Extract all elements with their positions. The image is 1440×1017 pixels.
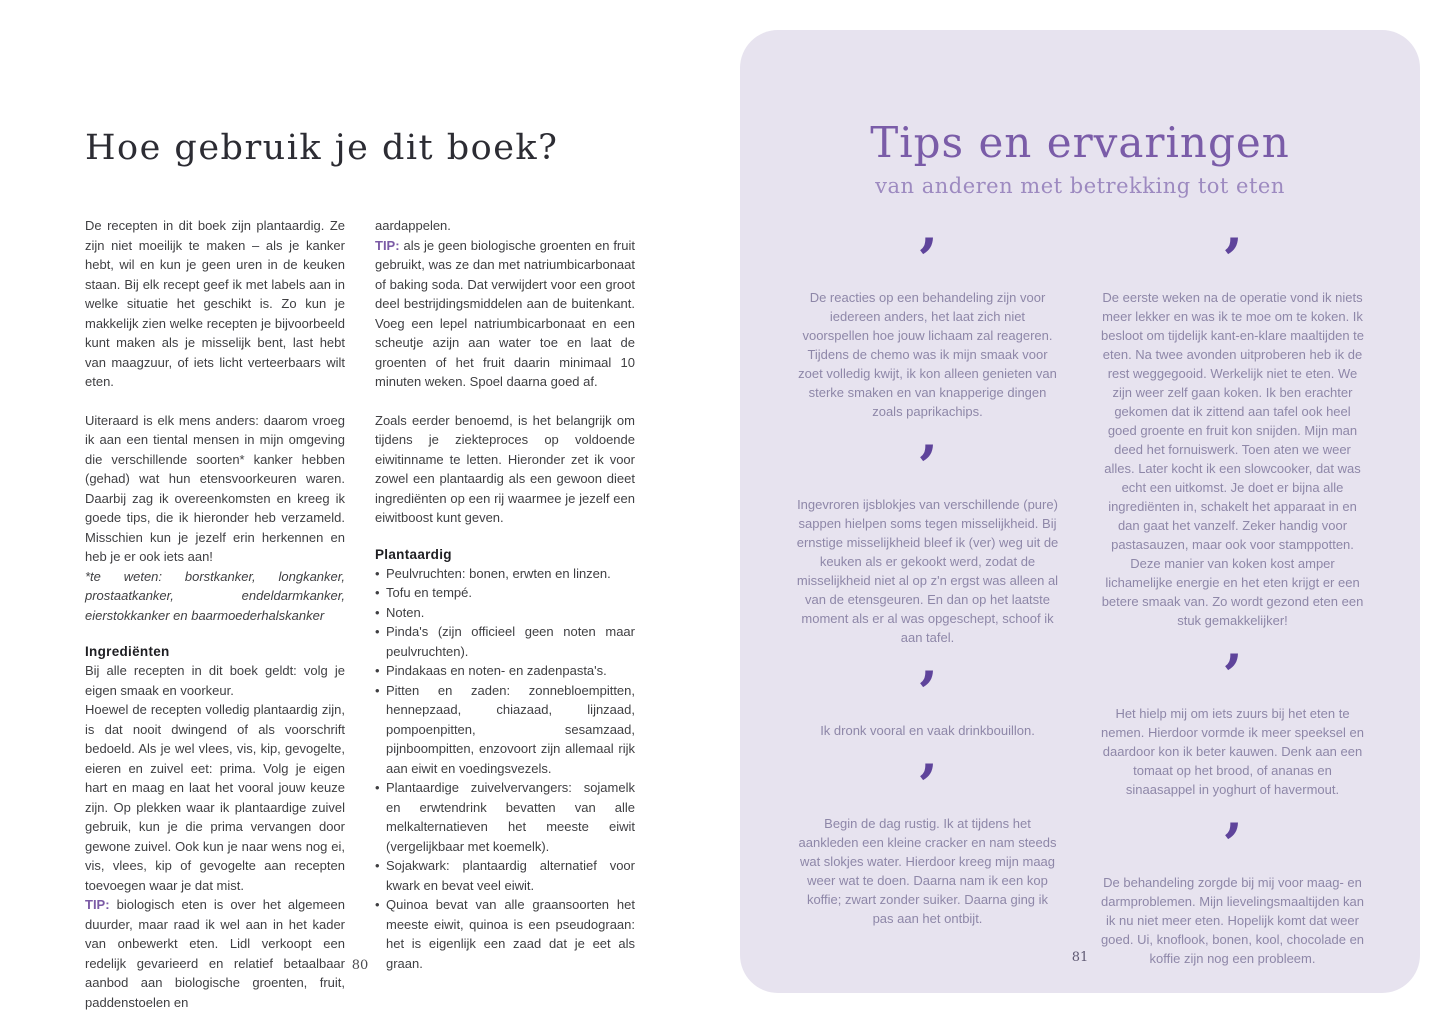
right-page-subtitle: van anderen met betrekking tot eten — [875, 174, 1285, 198]
quote-text: Begin de dag rustig. Ik at tijdens het aankleden een kleine cracker en nam steeds wat slokjes water. Hierdoor kreeg mijn maag weer wat te doen. Daarna nam ik een kop koffie; zwart zonder suiker. Daarna ging ik pas aan het ontbijt. — [798, 816, 1057, 926]
list-item-text: Pinda's (zijn officieel geen noten maar peulvruchten). — [386, 624, 635, 659]
right-page-title: Tips en ervaringen — [870, 118, 1290, 167]
tip-paragraph-2 — [375, 236, 635, 392]
quote-mark-icon: ’ — [917, 659, 938, 727]
quote-text: Het hielp mij om iets zuurs bij het eten te nemen. Hierdoor vormde ik meer speeksel en daardoor kon ik beter kauwen. Denk aan een tomaat op het brood, of ananas en sinaasappel in yoghurt of havermout. — [1100, 706, 1364, 797]
tip-label: TIP: — [85, 897, 110, 912]
quote-mark-icon: ’ — [1222, 642, 1243, 710]
quote-mark-icon: ’ — [917, 433, 938, 501]
page-title: Hoe gebruik je dit boek? — [85, 128, 559, 168]
quote-mark-icon: ’ — [917, 226, 938, 294]
footnote-cancer-types: *te weten: borstkanker, longkanker, prostaatkanker, endeldarmkanker, eierstokkanker en baarmoederhalskanker — [85, 568, 345, 623]
paragraph-protein: Zoals eerder benoemd, is het belangrijk om tijdens je ziekteproces op voldoende eiwitinname te letten. Hieronder zet ik voor zowel een plantaardig als een gewoon dieet ingrediënten op een rij waarmee je jezelf een eiwitboost kunt geven. — [375, 412, 635, 525]
quote-block — [1100, 226, 1365, 630]
page-number-right: 81 — [1071, 950, 1089, 965]
quote-block — [1100, 811, 1365, 968]
left-column-2 — [375, 216, 635, 1012]
paragraph-plantbased-optional: Hoewel de recepten volledig plantaardig zijn, is dat nooit dwingend of als voorschrift bedoeld. Als je wel vlees, vis, kip, gevogelte, eieren en zuivel eet: prima. Volg je eigen hart en maag en laat het vooral jouw keuze zijn. Op plekken waar ik plantaardige zuivel gebruik, kun je die prima vervangen door gewone zuivel. Ook kun je naar wens nog ei, vis, vlees, kip of gevogelte aan recepten toevoegen waar je dat mist. — [85, 702, 345, 893]
list-item-text: Noten. — [386, 604, 425, 620]
list-item-text: Pitten en zaden: zonnebloempitten, hennepzaad, chiazaad, lijnzaad, pompoenpitten, sesamzaad, pijnboompitten, enzovoort zijn allemaal rijk aan eiwit en voedingsvezels. — [386, 682, 635, 776]
quotes-columns — [795, 226, 1365, 992]
list-item — [375, 564, 635, 584]
quote-text: Ingevroren ijsblokjes van verschillende (pure) sappen hielpen soms tegen misselijkheid. Bij ernstige misselijkheid bleef ik (ver) weg uit de keuken als er gekookt werd, zodat de misselijkheid niet al op z'n ergst was alleen al van de etensgeuren. En dan op het laatste moment als er al was opgeschept, schoof ik aan tafel. — [796, 497, 1059, 645]
list-item-text: Peulvruchten: bonen, erwten en linzen. — [386, 565, 611, 581]
paragraph-survey: Uiteraard is elk mens anders: daarom vroeg ik aan een tiental mensen in mijn omgeving die verschillende soorten* kanker hebben (gehad) wat hun etensvoorkeuren waren. Daarbij zag ik overeenkomsten en kreeg ik goede tips, die ik hieronder heb verzameld. Misschien kun je jezelf erin herkennen en heb je er ook iets aan! — [85, 412, 345, 564]
tip-paragraph-1 — [85, 895, 345, 1012]
heading-plantaardig: Plantaardig — [375, 546, 452, 562]
protein-sources-list — [375, 564, 635, 974]
quote-text: De reacties op een behandeling zijn voor iedereen anders, het laat zich niet voorspellen hoe jouw lichaam zal reageren. Tijdens de chemo was ik mijn smaak voor zoet volledig kwijt, ik kon alleen genieten van sterke smaken en van knapperige dingen zoals paprikachips. — [798, 290, 1057, 419]
list-item-text: Sojakwark: plantaardig alternatief voor kwark en bevat veel eiwit. — [386, 858, 635, 893]
quotes-column-1 — [795, 226, 1060, 992]
quotes-column-2 — [1100, 226, 1365, 992]
quote-block — [795, 752, 1060, 928]
list-item — [375, 603, 635, 623]
list-item-text: Plantaardige zuivelvervangers: sojamelk en erwtendrink bevatten van alle melkalternatieven het meeste eiwit (vergelijkbaar met koemelk). — [386, 780, 635, 854]
list-item — [375, 856, 635, 895]
list-item — [375, 583, 635, 603]
paragraph-intro: De recepten in dit boek zijn plantaardig. Ze zijn niet moeilijk te maken – als je kanker hebt, wil en kun je geen uren in de keuken staan. Bij elk recept geef ik met labels aan in welke situatie het geschikt is. Zo kun je makkelijk zien welke recepten je bijvoorbeeld kunt maken als je misselijk bent, last hebt van maagzuur, of iets licht verteerbaars wilt eten. — [85, 218, 345, 389]
page-number-left: 80 — [351, 958, 369, 973]
list-item — [375, 622, 635, 661]
quote-block — [1100, 642, 1365, 799]
left-page-columns — [85, 216, 635, 1012]
quote-mark-icon: ’ — [917, 752, 938, 820]
quote-text: De eerste weken na de operatie vond ik niets meer lekker en was ik te moe om te koken. Ik besloot om tijdelijk kant-en-klare maaltijden te eten. Na twee avonden uitproberen heb ik de rest weggegooid. Werkelijk niet te eten. We zijn weer zelf gaan koken. Ik ben erachter gekomen dat ik zittend aan tafel ook heel goed groente en fruit kon snijden. Mijn man deed het fornuiswerk. Toen aten we weer alles. Later kocht ik een slowcooker, dat was echt een uitkomst. Je doet er bijna alle ingrediënten in, schakelt het apparaat in en dan gaat het vanzelf. Zeker handig voor pastasauzen, maar ook voor stamppotten. Deze manier van koken kost amper lichamelijke energie en het eten krijgt er een betere smaak van. Zo wordt gezond eten een stuk gemakkelijker! — [1100, 290, 1364, 628]
quote-text: Ik dronk vooral en vaak drinkbouillon. — [820, 723, 1035, 738]
list-item — [375, 778, 635, 856]
quote-block — [795, 659, 1060, 740]
list-item-text: Quinoa bevat van alle graansoorten het meeste eiwit, quinoa is een pseudograan: het is eigenlijk een zaad dat je eet als graan. — [386, 897, 635, 971]
quote-text: De behandeling zorgde bij mij voor maag- en darmproblemen. Mijn lievelingsmaaltijden kan ik nu niet meer eten. Hopelijk komt dat weer goed. Ui, knoflook, bonen, kool, chocolade en koffie zijn nog een probleem. — [1100, 875, 1365, 966]
quote-block — [795, 226, 1060, 421]
tip-continuation: aardappelen. — [375, 218, 451, 233]
quote-mark-icon: ’ — [1222, 811, 1243, 879]
list-item-text: Pindakaas en noten- en zadenpasta's. — [386, 663, 607, 678]
quote-block — [795, 433, 1060, 647]
list-item — [375, 681, 635, 779]
heading-ingredienten: Ingrediënten — [85, 644, 170, 659]
list-item-text: Tofu en tempé. — [386, 585, 472, 600]
tip-text: als je geen biologische groenten en fruit gebruikt, was ze dan met natriumbicarbonaat of baking soda. Dat verwijdert voor een groot deel bestrijdingsmiddelen aan de buitenkant. Voeg een lepel natriumbicarbonaat en een scheutje azijn aan water toe en laat de groenten of het fruit daarin minimaal 10 minuten weken. Spoel daarna goed af. — [375, 237, 635, 389]
quote-mark-icon: ’ — [1222, 226, 1243, 294]
tip-label: TIP: — [375, 237, 400, 253]
left-column-1 — [85, 216, 345, 1012]
tip-text: biologisch eten is over het algemeen duurder, maar raad ik wel aan in het kader van onbewerkt eten. Lidl verkoopt een redelijk gevarieerd en relatief betaalbaar aanbod aan biologische groenten, fruit, paddenstoelen en — [85, 897, 345, 1010]
right-page-panel — [740, 30, 1420, 993]
paragraph-own-taste: Bij alle recepten in dit boek geldt: volg je eigen smaak en voorkeur. — [85, 663, 345, 698]
list-item — [375, 661, 635, 681]
